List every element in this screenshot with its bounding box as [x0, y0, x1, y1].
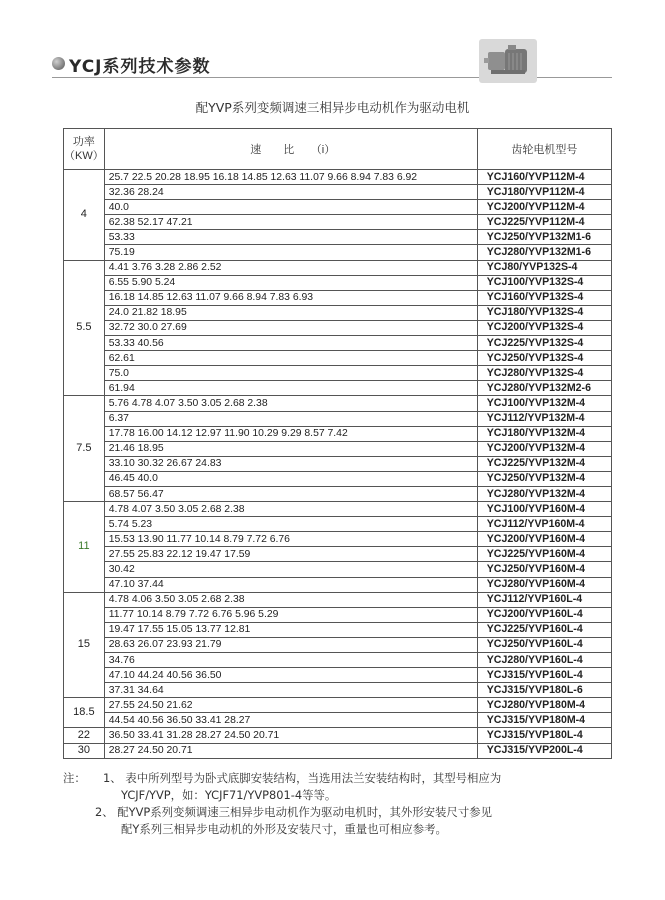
- model-cell: YCJ280/YVP160L-4: [477, 653, 611, 668]
- ratio-cell: 46.45 40.0: [104, 471, 477, 486]
- model-cell: YCJ180/YVP132M-4: [477, 426, 611, 441]
- table-row: [64, 607, 612, 622]
- ratio-cell: 17.78 16.00 14.12 12.97 11.90 10.29 9.29 8.57 7.42: [104, 426, 477, 441]
- table-row: [64, 517, 612, 532]
- power-cell: 7.5: [64, 396, 105, 502]
- power-cell: 15: [64, 592, 105, 698]
- model-cell: YCJ280/YVP132M2-6: [477, 381, 611, 396]
- model-cell: YCJ100/YVP132S-4: [477, 275, 611, 290]
- ratio-cell: 62.38 52.17 47.21: [104, 215, 477, 230]
- ratio-cell: 47.10 37.44: [104, 577, 477, 592]
- model-cell: YCJ280/YVP180M-4: [477, 698, 611, 713]
- model-cell: YCJ112/YVP160L-4: [477, 592, 611, 607]
- note-item-2: [63, 804, 623, 821]
- table-row: [64, 713, 612, 728]
- ratio-cell: 61.94: [104, 381, 477, 396]
- model-cell: YCJ80/YVP132S-4: [477, 260, 611, 275]
- model-cell: YCJ100/YVP160M-4: [477, 502, 611, 517]
- page-header: [0, 0, 665, 110]
- ratio-cell: 33.10 30.32 26.67 24.83: [104, 456, 477, 471]
- ratio-cell: 6.55 5.90 5.24: [104, 275, 477, 290]
- table-row: [64, 381, 612, 396]
- model-cell: YCJ315/YVP160L-4: [477, 668, 611, 683]
- ratio-cell: 6.37: [104, 411, 477, 426]
- ratio-cell: 68.57 56.47: [104, 486, 477, 501]
- ratio-cell: 24.0 21.82 18.95: [104, 305, 477, 320]
- table-row: [64, 290, 612, 305]
- power-cell: 18.5: [64, 698, 105, 728]
- ratio-cell: 4.41 3.76 3.28 2.86 2.52: [104, 260, 477, 275]
- table-row: [64, 351, 612, 366]
- power-cell: 11: [64, 502, 105, 593]
- table-row: [64, 653, 612, 668]
- table-row: [64, 728, 612, 743]
- table-row: [64, 230, 612, 245]
- table-row: [64, 215, 612, 230]
- note-text-cont: YCJF/YVP，如：YCJF71/YVP801-4等等。: [121, 788, 337, 802]
- model-cell: YCJ200/YVP132M-4: [477, 441, 611, 456]
- ratio-cell: 34.76: [104, 653, 477, 668]
- power-cell: 22: [64, 728, 105, 743]
- ratio-cell: 30.42: [104, 562, 477, 577]
- power-header-line1: 功率: [72, 136, 95, 148]
- ratio-cell: 4.78 4.07 3.50 3.05 2.68 2.38: [104, 502, 477, 517]
- ratio-cell: 37.31 34.64: [104, 683, 477, 698]
- model-cell: YCJ112/YVP132M-4: [477, 411, 611, 426]
- table-row: [64, 170, 612, 185]
- model-cell: YCJ225/YVP132M-4: [477, 456, 611, 471]
- table-header-row: [64, 129, 612, 170]
- table-subtitle: 配YVP系列变频调速三相异步电动机作为驱动电机: [195, 100, 470, 115]
- table-row: [64, 245, 612, 260]
- note-text-cont: 配Y系列三相异步电动机的外形及安装尺寸，重量也可相应参考。: [121, 822, 447, 836]
- table-row: [64, 366, 612, 381]
- note-number: 1、: [103, 771, 122, 785]
- model-cell: YCJ200/YVP160L-4: [477, 607, 611, 622]
- table-row: [64, 683, 612, 698]
- ratio-cell: 53.33: [104, 230, 477, 245]
- model-cell: YCJ200/YVP160M-4: [477, 532, 611, 547]
- table-row: [64, 456, 612, 471]
- ratio-header: 速 比 （i）: [104, 129, 477, 170]
- model-cell: YCJ225/YVP112M-4: [477, 215, 611, 230]
- table-row: [64, 577, 612, 592]
- table-row: [64, 320, 612, 335]
- model-cell: YCJ200/YVP112M-4: [477, 200, 611, 215]
- model-cell: YCJ280/YVP132M-4: [477, 486, 611, 501]
- model-cell: YCJ315/YVP180M-4: [477, 713, 611, 728]
- table-row: [64, 275, 612, 290]
- ratio-cell: 53.33 40.56: [104, 336, 477, 351]
- model-cell: YCJ112/YVP160M-4: [477, 517, 611, 532]
- ratio-cell: 28.27 24.50 20.71: [104, 743, 477, 758]
- model-cell: YCJ180/YVP132S-4: [477, 305, 611, 320]
- table-row: [64, 305, 612, 320]
- gear-motor-icon: [479, 39, 537, 83]
- ratio-cell: 47.10 44.24 40.56 36.50: [104, 668, 477, 683]
- table-row: [64, 637, 612, 652]
- table-row: [64, 547, 612, 562]
- model-cell: YCJ280/YVP132S-4: [477, 366, 611, 381]
- table-row: [64, 185, 612, 200]
- model-cell: YCJ160/YVP132S-4: [477, 290, 611, 305]
- ratio-cell: 27.55 24.50 21.62: [104, 698, 477, 713]
- table-row: [64, 562, 612, 577]
- ratio-cell: 27.55 25.83 22.12 19.47 17.59: [104, 547, 477, 562]
- ratio-cell: 40.0: [104, 200, 477, 215]
- table-row: [64, 743, 612, 758]
- spec-table: [63, 128, 612, 759]
- ratio-cell: 4.78 4.06 3.50 3.05 2.68 2.38: [104, 592, 477, 607]
- power-cell: 4: [64, 170, 105, 261]
- table-row: [64, 260, 612, 275]
- model-cell: YCJ315/YVP180L-6: [477, 683, 611, 698]
- ratio-cell: 5.74 5.23: [104, 517, 477, 532]
- note-number: 2、: [95, 805, 114, 819]
- model-cell: YCJ160/YVP112M-4: [477, 170, 611, 185]
- table-row: [64, 532, 612, 547]
- ratio-cell: 32.72 30.0 27.69: [104, 320, 477, 335]
- model-cell: YCJ200/YVP132S-4: [477, 320, 611, 335]
- model-cell: YCJ250/YVP132M1-6: [477, 230, 611, 245]
- note-text: 表中所列型号为卧式底脚安装结构，当选用法兰安装结构时，其型号相应为: [125, 771, 502, 785]
- model-header: 齿轮电机型号: [477, 129, 611, 170]
- model-cell: YCJ250/YVP132S-4: [477, 351, 611, 366]
- table-row: [64, 668, 612, 683]
- model-cell: YCJ280/YVP160M-4: [477, 577, 611, 592]
- model-cell: YCJ225/YVP160M-4: [477, 547, 611, 562]
- ratio-cell: 62.61: [104, 351, 477, 366]
- ratio-cell: 36.50 33.41 31.28 28.27 24.50 20.71: [104, 728, 477, 743]
- note-item-1: [63, 770, 623, 787]
- table-row: [64, 622, 612, 637]
- model-cell: YCJ315/YVP200L-4: [477, 743, 611, 758]
- ratio-cell: 15.53 13.90 11.77 10.14 8.79 7.72 6.76: [104, 532, 477, 547]
- model-cell: YCJ315/YVP180L-4: [477, 728, 611, 743]
- table-row: [64, 486, 612, 501]
- model-cell: YCJ250/YVP160L-4: [477, 637, 611, 652]
- table-row: [64, 411, 612, 426]
- ratio-cell: 32.36 28.24: [104, 185, 477, 200]
- ratio-cell: 44.54 40.56 36.50 33.41 28.27: [104, 713, 477, 728]
- power-cell: 30: [64, 743, 105, 758]
- model-cell: YCJ250/YVP132M-4: [477, 471, 611, 486]
- power-header: [64, 129, 105, 170]
- ratio-cell: 19.47 17.55 15.05 13.77 12.81: [104, 622, 477, 637]
- table-row: [64, 441, 612, 456]
- ratio-cell: 5.76 4.78 4.07 3.50 3.05 2.68 2.38: [104, 396, 477, 411]
- bullet-dot-icon: [52, 57, 65, 70]
- model-cell: YCJ180/YVP112M-4: [477, 185, 611, 200]
- model-cell: YCJ225/YVP160L-4: [477, 622, 611, 637]
- note-text: 配YVP系列变频调速三相异步电动机作为驱动电机时，其外形安装尺寸参见: [117, 805, 492, 819]
- notes-label: 注：: [63, 771, 86, 785]
- table-row: [64, 698, 612, 713]
- notes-section: [63, 770, 623, 838]
- power-header-line2: （KW）: [64, 150, 104, 162]
- table-row: [64, 396, 612, 411]
- ratio-cell: 21.46 18.95: [104, 441, 477, 456]
- table-row: [64, 592, 612, 607]
- model-cell: YCJ280/YVP132M1-6: [477, 245, 611, 260]
- model-cell: YCJ250/YVP160M-4: [477, 562, 611, 577]
- table-row: [64, 426, 612, 441]
- ratio-cell: 16.18 14.85 12.63 11.07 9.66 8.94 7.83 6.93: [104, 290, 477, 305]
- ratio-cell: 11.77 10.14 8.79 7.72 6.76 5.96 5.29: [104, 607, 477, 622]
- table-row: [64, 471, 612, 486]
- table-row: [64, 200, 612, 215]
- table-row: [64, 336, 612, 351]
- ratio-cell: 28.63 26.07 23.93 21.79: [104, 637, 477, 652]
- ratio-cell: 75.19: [104, 245, 477, 260]
- ratio-cell: 25.7 22.5 20.28 18.95 16.18 14.85 12.63 11.07 9.66 8.94 7.83 6.92: [104, 170, 477, 185]
- ratio-cell: 75.0: [104, 366, 477, 381]
- model-cell: YCJ225/YVP132S-4: [477, 336, 611, 351]
- power-cell: 5.5: [64, 260, 105, 396]
- table-row: [64, 502, 612, 517]
- page-title: YCJ系列技术参数: [69, 57, 211, 77]
- table-body: [64, 170, 612, 759]
- model-cell: YCJ100/YVP132M-4: [477, 396, 611, 411]
